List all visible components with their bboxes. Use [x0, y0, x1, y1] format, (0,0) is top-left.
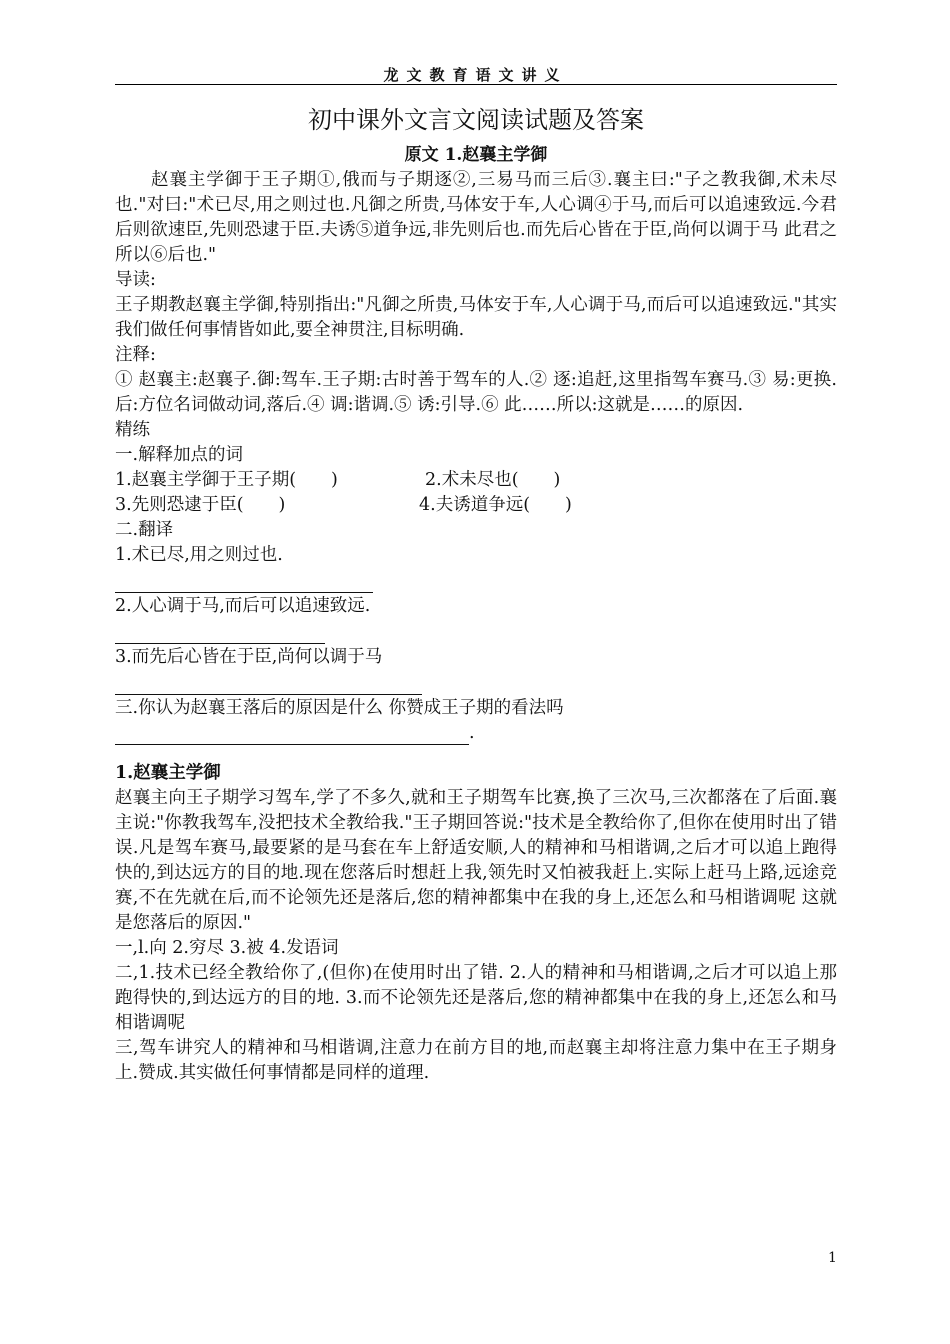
question-2: 2.术未尽也( )	[425, 470, 561, 490]
answer-title: 1.赵襄主学御	[115, 763, 221, 783]
answer-blank-3	[115, 670, 422, 695]
answer-section-1: 一,l.向 2.穷尽 3.被 4.发语词	[115, 938, 339, 958]
answer-blank-4	[115, 724, 469, 745]
translation-question-2: 2.人心调于马,而后可以追速致远.	[115, 596, 371, 616]
question-3: 3.先则恐逮于臣( )	[115, 495, 286, 515]
answer-line-end: .	[469, 723, 475, 743]
notes-label: 注释:	[115, 345, 156, 365]
section1-label: 一.解释加点的词	[115, 445, 244, 465]
answer-blank-1	[115, 568, 373, 593]
question-4: 4.夫诱道争远( )	[419, 495, 572, 515]
translation-question-1: 1.术已尽,用之则过也.	[115, 545, 283, 565]
answer-section-3: 三,驾车讲究人的精神和马相谐调,注意力在前方目的地,而赵襄主却将注意力集中在王子期身上.赞成.其实做任何事情都是同样的道理.	[115, 1038, 837, 1083]
answer-section-2: 二,1.技术已经全教给你了,(但你)在使用时出了错. 2.人的精神和马相谐调,之后才可以追上那跑得快的,到达远方的目的地. 3.而不论领先还是落后,您的精神都集中在我的身上,还怎么和马相谐调呢	[115, 963, 837, 1033]
practice-label: 精练	[115, 420, 150, 440]
notes-text: ① 赵襄主:赵襄子.御:驾车.王子期:古时善于驾车的人.② 逐:追赶,这里指驾车赛马.③ 易:更换.后:方位名词做动词,落后.④ 调:谐调.⑤ 诱:引导.⑥ 此……所以:这就是……的原因.	[115, 370, 837, 415]
answer-blank-2	[115, 619, 325, 644]
guide-text: 王子期教赵襄主学御,特别指出:"凡御之所贵,马体安于车,人心调于马,而后可以追速致远."其实我们做任何事情皆如此,要全神贯注,目标明确.	[115, 295, 837, 340]
header-rule	[115, 84, 837, 85]
original-text: 赵襄主学御于王子期①,俄而与子期逐②,三易马而三后③.襄主曰:"子之教我御,术未尽也."对曰:"术已尽,用之则过也.凡御之所贵,马体安于车,人心调④于马,而后可以追速致远.今君后则欲速臣,先则恐逮于臣.夫诱⑤道争远,非先则后也.而先后心皆在于臣,尚何以调于马 此君之所以⑥后也."	[115, 170, 837, 265]
question-1: 1.赵襄主学御于王子期( )	[115, 470, 338, 490]
answer-translation: 赵襄主向王子期学习驾车,学了不多久,就和王子期驾车比赛,换了三次马,三次都落在了后面.襄主说:"你教我驾车,没把技术全教给我."王子期回答说:"技术是全教给你了,但你在使用时出了错误.凡是驾车赛马,最要紧的是马套在车上舒适安顺,人的精神和马相谐调,之后才可以追上跑得快的,到达远方的目的地.现在您落后时想赶上我,领先时又怕被我赶上.实际上赶马上路,远途竞赛,不在先就在后,而不论领先还是落后,您的精神都集中在我的身上,还怎么和马相谐调呢 这就是您落后的原因."	[115, 788, 837, 933]
guide-label: 导读:	[115, 270, 156, 290]
passage-title: 原文 1.赵襄主学御	[404, 145, 548, 165]
section2-label: 二.翻译	[115, 520, 174, 540]
translation-question-3: 3.而先后心皆在于臣,尚何以调于马	[115, 647, 383, 667]
question-row-2	[115, 493, 837, 518]
question-row-1	[115, 468, 837, 493]
section3-question: 三.你认为赵襄王落后的原因是什么 你赞成王子期的看法吗	[115, 698, 564, 718]
page-title: 初中课外文言文阅读试题及答案	[308, 106, 644, 134]
page-number: 1	[828, 1250, 837, 1266]
spacer	[115, 746, 837, 761]
answer-line-4-row	[115, 721, 837, 746]
document-body	[115, 100, 837, 1086]
page-header: 龙文教育语文讲义	[383, 66, 568, 84]
